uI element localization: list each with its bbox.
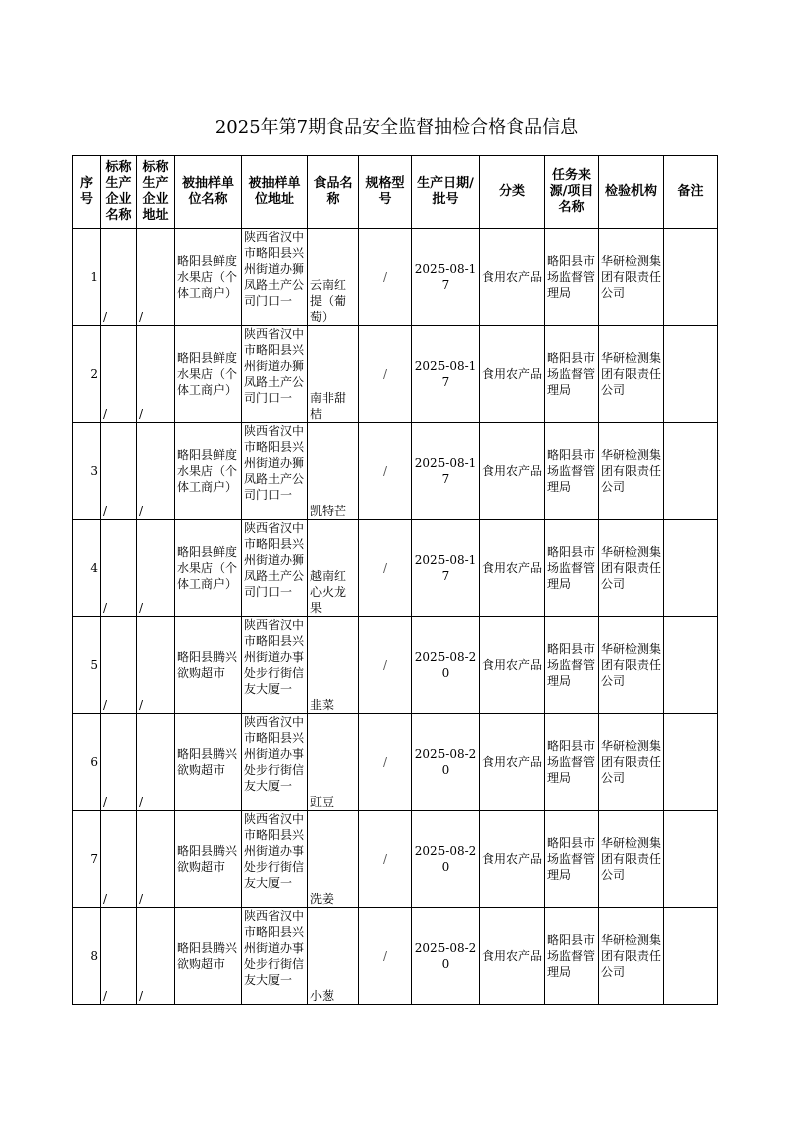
header-unit: 被抽样单位名称	[175, 156, 242, 229]
unit-addr-cell	[242, 229, 308, 326]
date-cell: 2025-08-20	[412, 908, 480, 1005]
unit-cell: 略阳县鲜度水果店（个体工商户）	[175, 229, 242, 326]
category-cell: 食用农产品	[480, 423, 545, 520]
unit-cell: 略阳县腾兴欲购超市	[175, 811, 242, 908]
maker-cell: /	[101, 811, 137, 908]
table-row	[73, 908, 718, 1005]
maker-cell: /	[101, 714, 137, 811]
maker-cell: /	[101, 908, 137, 1005]
source-cell: 略阳县市场监督管理局	[545, 229, 599, 326]
header-note: 备注	[664, 156, 718, 229]
source-cell: 略阳县市场监督管理局	[545, 714, 599, 811]
date-cell: 2025-08-20	[412, 714, 480, 811]
source-cell: 略阳县市场监督管理局	[545, 423, 599, 520]
table-row	[73, 326, 718, 423]
row-number: 3	[73, 423, 101, 520]
header-lab: 检验机构	[599, 156, 664, 229]
maker-addr-cell: /	[137, 811, 175, 908]
source-cell: 略阳县市场监督管理局	[545, 811, 599, 908]
unit-addr-cell	[242, 423, 308, 520]
row-number: 2	[73, 326, 101, 423]
unit-addr-cell	[242, 617, 308, 714]
maker-addr-cell: /	[137, 520, 175, 617]
source-cell: 略阳县市场监督管理局	[545, 908, 599, 1005]
maker-cell: /	[101, 229, 137, 326]
note-cell	[664, 617, 718, 714]
spec-cell: /	[359, 617, 412, 714]
header-spec: 规格型号	[359, 156, 412, 229]
maker-cell: /	[101, 520, 137, 617]
food-cell: 南非甜桔	[308, 326, 359, 423]
category-cell: 食用农产品	[480, 326, 545, 423]
maker-cell: /	[101, 617, 137, 714]
spec-cell: /	[359, 811, 412, 908]
category-cell: 食用农产品	[480, 714, 545, 811]
unit-addr-text: 陕西省汉中市略阳县兴州街道办狮凤路土产公司门口一	[244, 230, 305, 308]
header-category: 分类	[480, 156, 545, 229]
inspection-table	[72, 155, 718, 1005]
table-row	[73, 714, 718, 811]
unit-addr-text: 陕西省汉中市略阳县兴州街道办狮凤路土产公司门口一	[244, 327, 305, 405]
row-number: 4	[73, 520, 101, 617]
date-cell: 2025-08-20	[412, 811, 480, 908]
unit-addr-text: 陕西省汉中市略阳县兴州街道办事处步行街信友大厦一	[244, 909, 305, 987]
lab-cell: 华研检测集团有限责任公司	[599, 714, 664, 811]
date-cell: 2025-08-17	[412, 326, 480, 423]
maker-addr-cell: /	[137, 423, 175, 520]
note-cell	[664, 908, 718, 1005]
header-source: 任务来源/项目名称	[545, 156, 599, 229]
unit-addr-cell	[242, 714, 308, 811]
source-cell: 略阳县市场监督管理局	[545, 617, 599, 714]
category-cell: 食用农产品	[480, 520, 545, 617]
spec-cell: /	[359, 520, 412, 617]
food-cell: 小葱	[308, 908, 359, 1005]
maker-addr-cell: /	[137, 714, 175, 811]
unit-addr-text: 陕西省汉中市略阳县兴州街道办事处步行街信友大厦一	[244, 715, 305, 793]
row-number: 6	[73, 714, 101, 811]
unit-cell: 略阳县鲜度水果店（个体工商户）	[175, 326, 242, 423]
unit-cell: 略阳县腾兴欲购超市	[175, 714, 242, 811]
table-row	[73, 811, 718, 908]
maker-addr-cell: /	[137, 326, 175, 423]
header-unit-addr: 被抽样单位地址	[242, 156, 308, 229]
unit-cell: 略阳县腾兴欲购超市	[175, 617, 242, 714]
unit-addr-text: 陕西省汉中市略阳县兴州街道办狮凤路土产公司门口一	[244, 424, 305, 502]
table-header-row	[73, 156, 718, 229]
lab-cell: 华研检测集团有限责任公司	[599, 229, 664, 326]
spec-cell: /	[359, 229, 412, 326]
row-number: 8	[73, 908, 101, 1005]
unit-cell: 略阳县鲜度水果店（个体工商户）	[175, 520, 242, 617]
row-number: 5	[73, 617, 101, 714]
category-cell: 食用农产品	[480, 229, 545, 326]
table-row	[73, 423, 718, 520]
lab-cell: 华研检测集团有限责任公司	[599, 520, 664, 617]
unit-cell: 略阳县腾兴欲购超市	[175, 908, 242, 1005]
header-date: 生产日期/批号	[412, 156, 480, 229]
unit-addr-text: 陕西省汉中市略阳县兴州街道办狮凤路土产公司门口一	[244, 521, 305, 599]
food-cell: 凯特芒	[308, 423, 359, 520]
unit-cell: 略阳县鲜度水果店（个体工商户）	[175, 423, 242, 520]
food-cell: 越南红心火龙果	[308, 520, 359, 617]
maker-addr-cell: /	[137, 908, 175, 1005]
lab-cell: 华研检测集团有限责任公司	[599, 617, 664, 714]
category-cell: 食用农产品	[480, 811, 545, 908]
source-cell: 略阳县市场监督管理局	[545, 326, 599, 423]
header-maker-addr: 标称生产企业地址	[137, 156, 175, 229]
spec-cell: /	[359, 908, 412, 1005]
unit-addr-text: 陕西省汉中市略阳县兴州街道办事处步行街信友大厦一	[244, 812, 305, 890]
maker-cell: /	[101, 326, 137, 423]
food-cell: 洗姜	[308, 811, 359, 908]
date-cell: 2025-08-17	[412, 423, 480, 520]
row-number: 7	[73, 811, 101, 908]
note-cell	[664, 423, 718, 520]
lab-cell: 华研检测集团有限责任公司	[599, 908, 664, 1005]
note-cell	[664, 811, 718, 908]
spec-cell: /	[359, 423, 412, 520]
note-cell	[664, 520, 718, 617]
lab-cell: 华研检测集团有限责任公司	[599, 423, 664, 520]
spec-cell: /	[359, 714, 412, 811]
unit-addr-cell	[242, 811, 308, 908]
unit-addr-cell	[242, 326, 308, 423]
food-cell: 韭菜	[308, 617, 359, 714]
note-cell	[664, 326, 718, 423]
lab-cell: 华研检测集团有限责任公司	[599, 811, 664, 908]
note-cell	[664, 714, 718, 811]
food-cell: 豇豆	[308, 714, 359, 811]
header-food: 食品名称	[308, 156, 359, 229]
maker-cell: /	[101, 423, 137, 520]
unit-addr-cell	[242, 908, 308, 1005]
maker-addr-cell: /	[137, 229, 175, 326]
table-row	[73, 229, 718, 326]
unit-addr-cell	[242, 520, 308, 617]
row-number: 1	[73, 229, 101, 326]
page-title: 2025年第7期食品安全监督抽检合格食品信息	[214, 117, 579, 138]
header-maker: 标称生产企业名称	[101, 156, 137, 229]
date-cell: 2025-08-17	[412, 520, 480, 617]
food-cell: 云南红提（葡萄）	[308, 229, 359, 326]
note-cell	[664, 229, 718, 326]
lab-cell: 华研检测集团有限责任公司	[599, 326, 664, 423]
date-cell: 2025-08-17	[412, 229, 480, 326]
table-row	[73, 520, 718, 617]
unit-addr-text: 陕西省汉中市略阳县兴州街道办事处步行街信友大厦一	[244, 618, 305, 696]
date-cell: 2025-08-20	[412, 617, 480, 714]
maker-addr-cell: /	[137, 617, 175, 714]
source-cell: 略阳县市场监督管理局	[545, 520, 599, 617]
category-cell: 食用农产品	[480, 617, 545, 714]
category-cell: 食用农产品	[480, 908, 545, 1005]
table-row	[73, 617, 718, 714]
header-no: 序号	[73, 156, 101, 229]
spec-cell: /	[359, 326, 412, 423]
